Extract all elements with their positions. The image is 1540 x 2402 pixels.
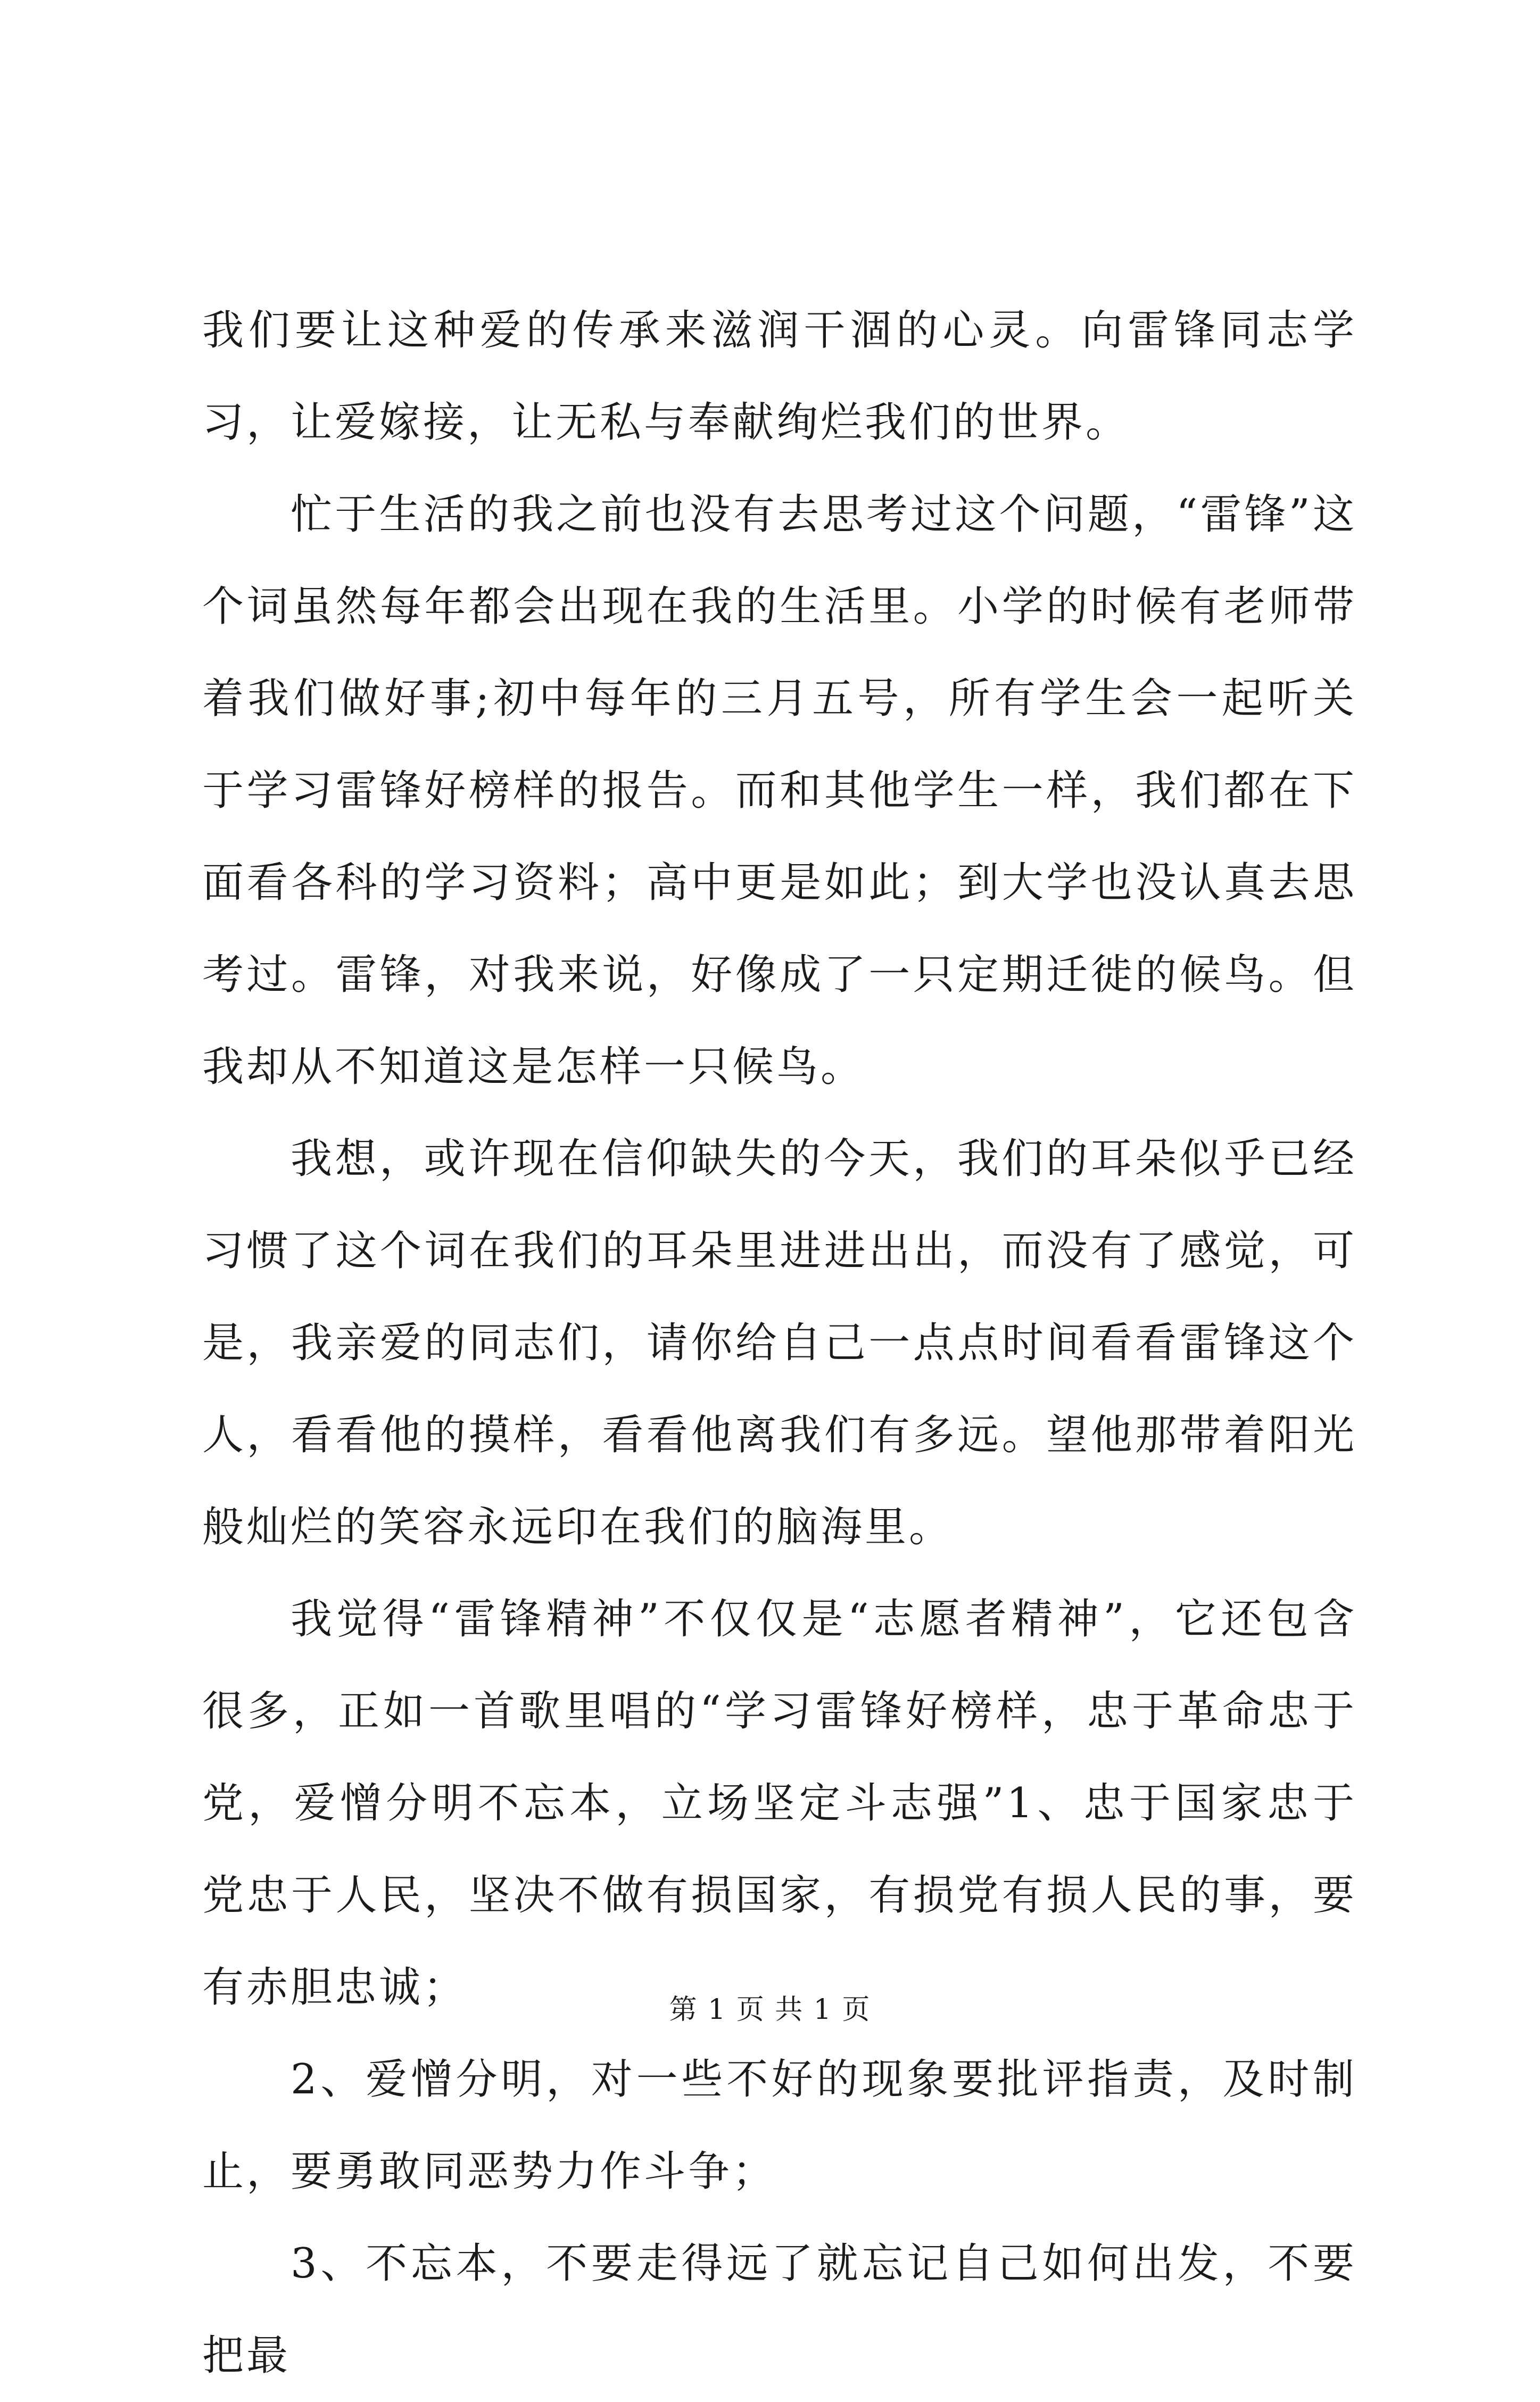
paragraph-2: 忙于生活的我之前也没有去思考过这个问题，“雷锋”这个词虽然每年都会出现在我的生活里。小学的时候有老师带着我们做好事;初中每年的三月五号，所有学生会一起听关于学习雷锋好榜样的报告。而和其他学生一样，我们都在下面看各科的学习资料；高中更是如此；到大学也没认真去思考过。雷锋，对我来说，好像成了一只定期迁徙的候鸟。但我却从不知道这是怎样一只候鸟。 [202,491,1357,1091]
document-body [202,285,1357,2402]
paragraph-6: 3、不忘本，不要走得远了就忘记自己如何出发，不要把最 [202,2240,1357,2380]
page-footer: 第 1 页 共 1 页 [669,1994,871,2026]
paragraph-1: 我们要让这种爱的传承来滋润干涸的心灵。向雷锋同志学习，让爱嫁接，让无私与奉献绚烂我们的世界。 [202,307,1357,446]
paragraph-5: 2、爱憎分明，对一些不好的现象要批评指责，及时制止，要勇敢同恶势力作斗争； [202,2056,1357,2196]
paragraph-4: 我觉得“雷锋精神”不仅仅是“志愿者精神”，它还包含很多，正如一首歌里唱的“学习雷锋好榜样，忠于革命忠于党，爱憎分明不忘本，立场坚定斗志强”1、忠于国家忠于党忠于人民，坚决不做有损国家，有损党有损人民的事，要有赤胆忠诚； [202,1595,1357,2011]
paragraph-3: 我想，或许现在信仰缺失的今天，我们的耳朵似乎已经习惯了这个词在我们的耳朵里进进出出，而没有了感觉，可是，我亲爱的同志们，请你给自己一点点时间看看雷锋这个人，看看他的摸样，看看他离我们有多远。望他那带着阳光般灿烂的笑容永远印在我们的脑海里。 [202,1135,1357,1551]
